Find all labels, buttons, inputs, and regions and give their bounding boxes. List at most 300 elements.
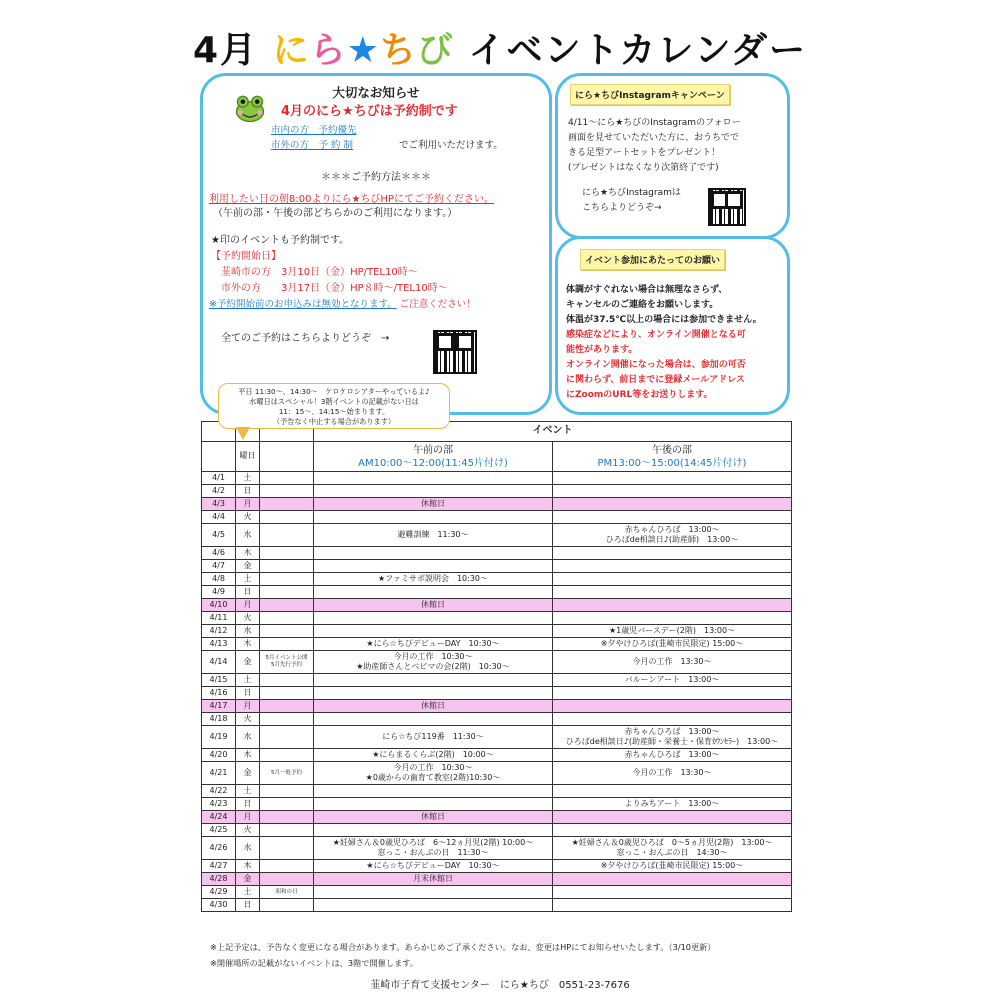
- am-event-cell: [314, 511, 553, 524]
- am-event-cell: [314, 824, 553, 837]
- invalid-note: ※予約開始前のお申込みは無効となります。: [209, 299, 397, 310]
- method-line: 利用したい日の朝8:00よりにら★ちびHPにてご予約ください。: [209, 194, 494, 205]
- weekday-cell-text: 金: [243, 873, 252, 883]
- note-cell-text: 5月先行予約: [271, 662, 302, 668]
- weekday-cell-text: 水: [243, 842, 252, 852]
- instagram-campaign-panel: [555, 73, 790, 239]
- table-row: [202, 472, 792, 485]
- start-out: 市外の方 3月17日（金）HP８時～/TEL10時～: [221, 283, 448, 294]
- pm-event-cell: [553, 824, 792, 837]
- weekday-cell: [236, 873, 260, 886]
- date-cell-text: 4/18: [209, 713, 228, 723]
- star-note: ★印のイベントも予約制です。: [211, 235, 350, 246]
- am-event-cell: [314, 899, 553, 912]
- am-event-cell: [314, 547, 553, 560]
- pm-event-cell: [553, 524, 792, 547]
- am-event-cell: [314, 599, 553, 612]
- weekday-cell: [236, 824, 260, 837]
- note-cell: [260, 687, 314, 700]
- weekday-cell-text: 火: [243, 612, 252, 622]
- note-cell-text: 5月イベント公開: [265, 655, 308, 661]
- date-cell-text: 4/6: [212, 547, 225, 557]
- table-row: [202, 687, 792, 700]
- callout-line: 平日 11:30～、14:30～ ケロケロシアターやっているよ♪: [238, 387, 430, 396]
- weekday-cell-text: 金: [243, 656, 252, 666]
- weekday-cell: [236, 472, 260, 485]
- table-row: [202, 599, 792, 612]
- note-cell: [260, 638, 314, 651]
- date-cell: [202, 612, 236, 625]
- note-cell: [260, 713, 314, 726]
- note-cell: [260, 560, 314, 573]
- brand-char: に: [272, 30, 310, 71]
- title-month: 4月: [192, 30, 259, 71]
- weekday-cell-text: 土: [243, 886, 252, 896]
- note-cell: [260, 899, 314, 912]
- pm-event-cell-text: ※夕やけひろば(韮崎市民限定) 15:00～: [600, 860, 744, 870]
- pm-event-cell: [553, 586, 792, 599]
- am-event-cell: [314, 586, 553, 599]
- note-cell: [260, 511, 314, 524]
- weekday-cell-text: 金: [243, 560, 252, 570]
- weekday-cell: [236, 560, 260, 573]
- reservation-qr-code[interactable]: [433, 330, 477, 374]
- footer-note: ※開催場所の記載がないイベントは、3階で開催します。: [210, 958, 418, 968]
- all-reserve-label: 全てのご予約はこちらよりどうぞ →: [221, 333, 390, 344]
- date-cell-text: 4/30: [209, 899, 228, 909]
- weekday-cell: [236, 899, 260, 912]
- kerokero-theater-callout: [218, 383, 450, 429]
- date-cell-text: 4/5: [212, 529, 225, 539]
- pm-event-cell: [553, 560, 792, 573]
- brand-char: ち: [379, 30, 417, 71]
- weekday-cell: [236, 886, 260, 899]
- weekday-cell: [236, 749, 260, 762]
- weekday-cell-text: 金: [243, 767, 252, 777]
- date-cell-text: 4/19: [209, 731, 228, 741]
- am-event-cell-text: 今月の工作 10:30～: [393, 762, 473, 772]
- pm-event-cell: [553, 726, 792, 749]
- am-event-cell: [314, 612, 553, 625]
- date-cell-text: 4/17: [209, 700, 228, 710]
- rules-line: に関わらず、前日までに登録メールアドレス: [566, 375, 745, 385]
- weekday-cell-text: 日: [243, 586, 252, 596]
- table-row: [202, 726, 792, 749]
- pm-event-cell: [553, 547, 792, 560]
- note-cell: [260, 498, 314, 511]
- pm-event-cell: [553, 687, 792, 700]
- rules-line: にZoomのURL等をお送りします。: [566, 390, 713, 400]
- rules-line: 体温が37.5℃以上の場合には参加できません。: [566, 315, 762, 325]
- rules-line: 感染症などにより、オンライン開催となる可: [566, 330, 746, 340]
- note-cell: [260, 573, 314, 586]
- weekday-cell-text: 月: [243, 498, 252, 508]
- am-event-cell-text: ★ファミサポ説明会 10:30～: [377, 573, 489, 583]
- insta-link-label: こちらよりどうぞ→: [582, 203, 662, 213]
- table-row: [202, 700, 792, 713]
- pm-event-cell-text: 今月の工作 13:30～: [632, 656, 712, 666]
- table-row: [202, 886, 792, 899]
- weekday-cell-text: 水: [243, 731, 252, 741]
- date-cell: [202, 547, 236, 560]
- am-event-cell: [314, 811, 553, 824]
- am-event-cell-text: ★妊婦さん＆0歳児ひろば 6～12ヵ月児(2階) 10:00～: [332, 837, 534, 847]
- am-event-cell: [314, 749, 553, 762]
- am-event-cell-text: ★にら☆ちびデビューDAY 10:30～: [366, 638, 500, 648]
- date-cell: [202, 749, 236, 762]
- brand-star: ★: [346, 30, 380, 71]
- rules-tag: イベント参加にあたってのお願い: [580, 249, 725, 270]
- am-event-cell: [314, 726, 553, 749]
- note-cell: [260, 886, 314, 899]
- note-cell: [260, 599, 314, 612]
- am-event-cell-text: ★0歳からの歯育て教室(2階)10:30～: [365, 773, 501, 782]
- date-cell: [202, 560, 236, 573]
- table-row: [202, 713, 792, 726]
- date-cell: [202, 837, 236, 860]
- am-event-cell-text: 避難訓練 11:30～: [397, 529, 469, 539]
- table-row: [202, 511, 792, 524]
- date-cell: [202, 785, 236, 798]
- am-event-cell: [314, 472, 553, 485]
- date-cell-text: 4/2: [212, 485, 225, 495]
- note-cell: [260, 651, 314, 674]
- pm-event-cell-text: よりみちアート 13:00～: [624, 798, 720, 808]
- am-event-cell-text: にら☆ちび119番 11:30～: [382, 731, 484, 741]
- table-row: [202, 524, 792, 547]
- pm-event-cell: [553, 713, 792, 726]
- weekday-cell-text: 日: [243, 798, 252, 808]
- weekday-cell-text: 土: [243, 674, 252, 684]
- instagram-campaign-tag: にら★ちびInstagramキャンペーン: [570, 84, 730, 105]
- weekday-cell: [236, 811, 260, 824]
- pm-event-cell: [553, 811, 792, 824]
- caution-note: ご注意ください！: [399, 299, 476, 310]
- city-out-label: 市外の方 予 約 制: [271, 140, 354, 151]
- start-in: 韮崎市の方 3月10日（金）HP/TEL10時～: [221, 267, 418, 278]
- am-event-cell-text: 今月の工作 10:30～: [393, 651, 473, 661]
- method-note: （午前の部・午後の部どちらかのご利用になります。）: [213, 208, 458, 219]
- date-cell-text: 4/8: [212, 573, 225, 583]
- date-cell: [202, 674, 236, 687]
- pm-event-cell-text: 赤ちゃんひろば 13:00～: [624, 726, 720, 736]
- weekday-cell: [236, 860, 260, 873]
- insta-line: 画面を見せていただいた方に、おうちでで: [568, 133, 739, 143]
- pm-event-cell: [553, 625, 792, 638]
- page-title: [0, 22, 1000, 73]
- date-cell: [202, 687, 236, 700]
- am-event-cell-text: 休館日: [421, 811, 445, 821]
- pm-event-cell: [553, 674, 792, 687]
- date-cell: [202, 824, 236, 837]
- note-cell: [260, 700, 314, 713]
- pm-event-cell: [553, 651, 792, 674]
- date-cell: [202, 485, 236, 498]
- weekday-cell-text: 木: [243, 860, 252, 870]
- weekday-cell-text: 水: [243, 529, 252, 539]
- am-event-cell-text: 休館日: [421, 498, 445, 508]
- pm-event-cell-text: バルーンアート 13:00～: [624, 674, 720, 684]
- weekday-cell-text: 土: [243, 472, 252, 482]
- pm-event-cell-text: ★妊婦さん＆0歳児ひろば 0～5ヵ月児(2階) 13:00～: [571, 837, 773, 847]
- note-cell: [260, 726, 314, 749]
- am-time: AM10:00～12:00(11:45片付け): [358, 457, 508, 469]
- am-event-cell: [314, 674, 553, 687]
- weekday-cell-text: 水: [243, 625, 252, 635]
- note-cell: [260, 762, 314, 785]
- insta-line: (プレゼントはなくなり次第終了です): [568, 163, 719, 173]
- brand-char: び: [416, 30, 454, 71]
- weekday-cell-text: 土: [243, 785, 252, 795]
- weekday-cell: [236, 638, 260, 651]
- am-event-cell: [314, 762, 553, 785]
- pm-event-cell: [553, 860, 792, 873]
- date-cell-text: 4/23: [209, 798, 228, 808]
- date-cell-text: 4/13: [209, 638, 228, 648]
- insta-line: 4/11～にら★ちびのInstagramのフォロー: [568, 118, 741, 128]
- date-cell-text: 4/9: [212, 586, 225, 596]
- am-event-cell: [314, 625, 553, 638]
- date-cell-text: 4/3: [212, 498, 225, 508]
- date-cell: [202, 511, 236, 524]
- pm-event-cell-text: ★1歳児バースデー(2階) 13:00～: [608, 625, 736, 635]
- am-event-cell: [314, 886, 553, 899]
- date-cell: [202, 798, 236, 811]
- am-event-cell: [314, 498, 553, 511]
- weekday-cell: [236, 700, 260, 713]
- pm-event-cell: [553, 749, 792, 762]
- date-cell-text: 4/29: [209, 886, 228, 896]
- weekday-cell-text: 土: [243, 573, 252, 583]
- am-event-cell: [314, 687, 553, 700]
- date-cell: [202, 498, 236, 511]
- event-header: イベント: [314, 422, 792, 442]
- date-cell: [202, 472, 236, 485]
- table-row: [202, 899, 792, 912]
- date-cell-text: 4/12: [209, 625, 228, 635]
- weekday-cell-text: 木: [243, 638, 252, 648]
- weekday-cell: [236, 625, 260, 638]
- weekday-cell: [236, 713, 260, 726]
- pm-event-cell: [553, 873, 792, 886]
- note-cell: [260, 524, 314, 547]
- date-cell-text: 4/28: [209, 873, 228, 883]
- note-cell: [260, 873, 314, 886]
- footer-note: ※上記予定は、予告なく変更になる場合があります。あらかじめご了承ください。なお、変更はHPにてお知らせいたします。（3/10更新）: [210, 942, 716, 952]
- date-cell-text: 4/22: [209, 785, 228, 795]
- pm-event-cell: [553, 798, 792, 811]
- date-cell: [202, 625, 236, 638]
- date-cell: [202, 599, 236, 612]
- note-cell: [260, 547, 314, 560]
- callout-tail: [236, 427, 250, 440]
- date-cell: [202, 524, 236, 547]
- date-cell: [202, 899, 236, 912]
- date-cell: [202, 873, 236, 886]
- note-cell: [260, 860, 314, 873]
- weekday-cell: [236, 586, 260, 599]
- date-cell-text: 4/27: [209, 860, 228, 870]
- note-cell-text: 昭和の日: [275, 888, 298, 895]
- date-cell: [202, 860, 236, 873]
- pm-event-cell-text: ひろばde相談日♪(助産師) 13:00～: [605, 535, 739, 544]
- table-row: [202, 625, 792, 638]
- pm-event-cell-text: 窓っこ・おんぶの日 14:30～: [616, 848, 728, 857]
- callout-line: 11：15～、14:15～始まります。: [278, 407, 390, 416]
- date-cell-text: 4/11: [209, 612, 228, 622]
- weekday-header: 曜日: [236, 442, 260, 472]
- weekday-cell: [236, 485, 260, 498]
- note-cell: [260, 485, 314, 498]
- weekday-cell: [236, 837, 260, 860]
- pm-event-cell-text: 今月の工作 13:30～: [632, 767, 712, 777]
- note-cell-text: 5月一般予約: [271, 769, 302, 776]
- table-row: [202, 638, 792, 651]
- am-event-cell: [314, 713, 553, 726]
- pm-header: [553, 442, 792, 472]
- instagram-qr-code[interactable]: [708, 188, 746, 226]
- table-row: [202, 560, 792, 573]
- method-title: ＊＊＊ご予約方法＊＊＊: [321, 172, 431, 183]
- pm-event-cell: [553, 899, 792, 912]
- weekday-cell: [236, 726, 260, 749]
- am-event-cell: [314, 785, 553, 798]
- table-row: [202, 612, 792, 625]
- am-event-cell: [314, 638, 553, 651]
- date-cell-text: 4/16: [209, 687, 228, 697]
- am-event-cell: [314, 798, 553, 811]
- note-cell: [260, 586, 314, 599]
- pm-event-cell-text: ひろばde相談日♪(助産師・栄養士・保育ｶｳﾝｾﾗｰ) 13:00～: [565, 737, 779, 746]
- pm-event-cell: [553, 638, 792, 651]
- date-cell-text: 4/7: [212, 560, 225, 570]
- note-cell: [260, 785, 314, 798]
- start-title: 【予約開始日】: [211, 251, 281, 262]
- participation-rules-panel: [555, 236, 790, 415]
- pm-event-cell-text: 赤ちゃんひろば 13:00～: [624, 524, 720, 534]
- date-cell: [202, 586, 236, 599]
- table-row: [202, 651, 792, 674]
- note-cell: [260, 749, 314, 762]
- am-event-cell-text: 休館日: [421, 599, 445, 609]
- weekday-cell-text: 木: [243, 547, 252, 557]
- am-event-cell: [314, 860, 553, 873]
- am-event-cell: [314, 573, 553, 586]
- note-cell: [260, 674, 314, 687]
- rules-line: キャンセルのご連絡をお願いします。: [566, 300, 719, 310]
- date-cell-text: 4/4: [212, 511, 225, 521]
- weekday-cell: [236, 798, 260, 811]
- pm-event-cell: [553, 573, 792, 586]
- weekday-cell: [236, 511, 260, 524]
- brand-char: ら: [309, 30, 347, 71]
- pm-event-cell: [553, 511, 792, 524]
- am-event-cell: [314, 485, 553, 498]
- weekday-cell-text: 木: [243, 749, 252, 759]
- center-contact: 韮崎市子育て支援センター にら★ちび 0551-23-7676: [370, 980, 630, 991]
- weekday-cell: [236, 785, 260, 798]
- weekday-cell: [236, 651, 260, 674]
- am-event-cell: [314, 837, 553, 860]
- pm-event-cell: [553, 785, 792, 798]
- date-cell-text: 4/25: [209, 824, 228, 834]
- pm-event-cell-text: ※夕やけひろば(韮崎市民限定) 15:00～: [600, 638, 744, 648]
- table-row: [202, 873, 792, 886]
- insta-link-label: にら★ちびInstagramは: [582, 188, 681, 198]
- date-cell: [202, 713, 236, 726]
- table-row: [202, 860, 792, 873]
- date-cell: [202, 700, 236, 713]
- date-cell: [202, 811, 236, 824]
- pm-time: PM13:00～15:00(14:45片付け): [597, 457, 747, 469]
- table-row: [202, 785, 792, 798]
- pm-event-cell: [553, 837, 792, 860]
- callout-line: 水曜日はスペシャル！3階イベントの記載がない日は: [249, 397, 419, 406]
- weekday-cell-text: 日: [243, 899, 252, 909]
- table-row: [202, 674, 792, 687]
- note-cell: [260, 798, 314, 811]
- rules-line: 体調がすぐれない場合は無理なさらず、: [566, 285, 728, 295]
- note-cell: [260, 472, 314, 485]
- am-event-cell-text: ★にら☆ちびデビューDAY 10:30～: [366, 860, 500, 870]
- table-row: [202, 811, 792, 824]
- weekday-cell-text: 月: [243, 599, 252, 609]
- title-rest: イベントカレンダー: [468, 30, 808, 71]
- am-event-cell-text: 窓っこ・おんぶの日 11:30～: [377, 848, 489, 857]
- am-event-cell: [314, 700, 553, 713]
- weekday-cell: [236, 573, 260, 586]
- weekday-cell: [236, 524, 260, 547]
- date-cell: [202, 726, 236, 749]
- am-event-cell: [314, 560, 553, 573]
- note-cell: [260, 837, 314, 860]
- table-row: [202, 573, 792, 586]
- table-row: [202, 498, 792, 511]
- date-cell-text: 4/14: [209, 656, 228, 666]
- date-cell-text: 4/1: [212, 472, 225, 482]
- pm-event-cell: [553, 599, 792, 612]
- date-cell-text: 4/26: [209, 842, 228, 852]
- note-cell: [260, 612, 314, 625]
- pm-event-cell: [553, 762, 792, 785]
- table-row: [202, 837, 792, 860]
- table-row: [202, 762, 792, 785]
- table-row: [202, 824, 792, 837]
- pm-title: 午後の部: [652, 444, 692, 456]
- am-event-cell-text: ★助産師さんとベビマの会(2階) 10:30～: [356, 662, 510, 671]
- event-calendar-table: [201, 421, 792, 912]
- table-row: [202, 547, 792, 560]
- table-row: [202, 485, 792, 498]
- am-header: [314, 442, 553, 472]
- pm-event-cell: [553, 472, 792, 485]
- pm-event-cell-text: 赤ちゃんひろば 13:00～: [624, 749, 720, 759]
- am-event-cell: [314, 873, 553, 886]
- pm-event-cell: [553, 700, 792, 713]
- weekday-cell-text: 火: [243, 511, 252, 521]
- pm-event-cell: [553, 498, 792, 511]
- date-cell: [202, 573, 236, 586]
- rules-line: オンライン開催になった場合は、参加の可否: [566, 360, 746, 370]
- date-cell-text: 4/15: [209, 674, 228, 684]
- table-row: [202, 586, 792, 599]
- pm-event-cell: [553, 612, 792, 625]
- pm-event-cell: [553, 485, 792, 498]
- city-in-label: 市内の方 予約優先: [271, 125, 357, 136]
- weekday-cell-text: 火: [243, 713, 252, 723]
- am-event-cell-text: 休館日: [421, 700, 445, 710]
- notice-heading: 大切なお知らせ: [332, 85, 420, 100]
